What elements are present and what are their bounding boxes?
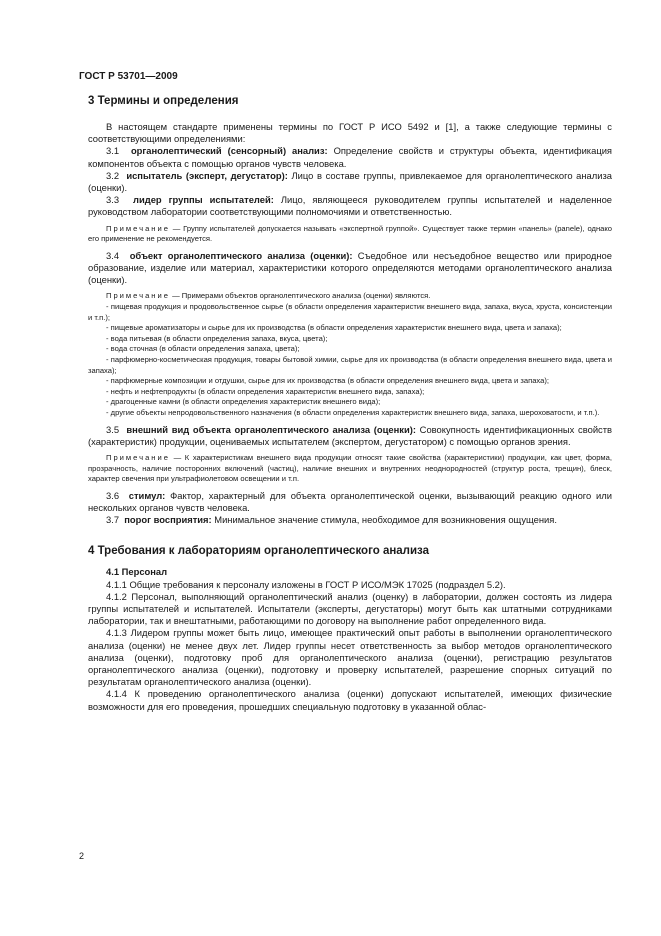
term-3-2-term: испытатель (эксперт, дегустатор): (126, 169, 288, 181)
term-3-3-text: Лицо, являющееся руководителем группы испытателей и наделенное руководством лаборатории соответствующими полномочиями и ответственностью. (88, 194, 613, 218)
note-list-item: - другие объекты непродовольственного назначения (в области определения характеристик внешнего вида, запаха, шероховатости, и т.п.). (106, 407, 600, 417)
term-3-3-term: лидер группы испытателей: (133, 194, 274, 206)
section-3-title: 3 Термины и определения (88, 95, 239, 107)
clause-4-1-3: 4.1.3 Лидером группы может быть лицо, имеющее практический опыт работы в выполнении органолептического анализа (оценки) не менее двух лет. Лидер группы несет ответственность за выбор методов органолептического анализа (оценки), подготовку проб для органолептического анализа (оценки), регистрацию результатов органолептического анализа (оценки), подготовку и проверку испытателей, разрешение спорных ситуаций по результатам органолептического анализа (оценки). (88, 627, 612, 688)
clause-4-1-2: 4.1.2 Персонал, выполняющий органолептический анализ (оценку) в лаборатории, должен состоять из лидера группы испытателей и испытателей. Испытатели (эксперты, дегустаторы) могут быть как штатными сотрудниками лаборатории, так и внештатными, работающими по договору на выполнение работ определенного вида. (88, 590, 612, 627)
note-list-item: - нефть и нефтепродукты (в области определения характеристик внешнего вида, запаха); (106, 386, 425, 396)
note-list-item: - вода питьевая (в области определения запаха, вкуса, цвета); (106, 333, 328, 343)
term-3-3 (88, 194, 612, 218)
term-3-2-text: Лицо в составе группы, привлекаемое для органолептического анализа (оценки). (88, 169, 612, 194)
note-list-item: - вода сточная (в области определения запаха, цвета); (106, 344, 300, 354)
term-3-1-term: органолептический (сенсорный) анализ: (130, 145, 328, 157)
note-3-5 (88, 453, 612, 485)
section-3-intro: В настоящем стандарте применены термины по ГОСТ Р ИСО 5492 и [1], а также следующие термины с соответствующими определениями: (88, 121, 612, 145)
note-list-item: - драгоценные камни (в области определения характеристик внешнего вида); (106, 397, 381, 407)
term-3-5-text: Совокупность идентификационных свойств (характеристик) продукции, оцениваемых испытателем (экспертом, дегустатором) с помощью органов зрения. (88, 423, 613, 447)
note-3-3 (88, 224, 612, 245)
note-3-4-label: Примечание (106, 291, 170, 301)
page-number: 2 (79, 851, 85, 861)
term-3-4-num: 3.4 (106, 249, 120, 261)
term-3-2 (88, 170, 612, 194)
term-3-6 (88, 490, 612, 514)
term-3-6-text: Фактор, характерный для объекта органолептической оценки, вызывающий реакцию одного или нескольких органов чувств человека. (88, 489, 613, 513)
note-3-4 (88, 291, 612, 302)
note-3-5-text: — К характеристикам внешнего вида продукции относят такие свойства (характеристики) продукции, как цвет, форма, прозрачность, наличие посторонних включений (частиц), наличие внешних и внутренних неоднородностей (структур роста, трещин), блеск, характер свечения при ультрафиолетовом освещении и т.п. (88, 452, 612, 484)
term-3-3-num: 3.3 (106, 194, 120, 206)
term-3-6-num: 3.6 (106, 489, 120, 501)
note-3-3-label: Примечание (106, 223, 170, 233)
subsection-4-1-title: 4.1 Персонал (106, 566, 168, 578)
term-3-1-num: 3.1 (106, 145, 120, 157)
clause-4-1-4: 4.1.4 К проведению органолептического анализа (оценки) допускают испытателей, имеющих физические возможности для его проведения, прошедших специальную подготовку в указанной облас- (88, 688, 612, 712)
note-3-3-text: — Группу испытателей допускается называть «экспертной группой». Существует также термин «панель» (panele), однако его применение не рекомендуется. (88, 223, 612, 244)
term-3-4 (88, 250, 612, 287)
term-3-7 (88, 514, 612, 526)
term-3-1 (88, 145, 612, 169)
term-3-4-text: Съедобное или несъедобное вещество или природное образование, изделие или материал, характеристики которого определяются методами органолептического анализа (оценки). (88, 249, 612, 286)
term-3-6-term: стимул: (128, 489, 166, 501)
term-3-7-num: 3.7 (106, 514, 120, 526)
term-3-5 (88, 424, 612, 448)
note-list-item: - пищевые ароматизаторы и сырье для их производства (в области определения характеристик внешнего вида, цвета и запаха); (106, 323, 562, 333)
document-code: ГОСТ Р 53701—2009 (79, 71, 178, 82)
term-3-5-num: 3.5 (106, 423, 120, 435)
note-list-item: - пищевая продукция и продовольственное сырье (в области определения характеристик внешнего вида, запаха, вкуса, хруста, консистенции и т.п.); (88, 302, 612, 322)
term-3-7-text: Минимальное значение стимула, необходимое для возникновения ощущения. (214, 514, 557, 526)
page-content (88, 94, 612, 713)
term-3-1-text: Определение свойств и структуры объекта, идентификация компонентов объекта с помощью органов чувств человека. (88, 145, 613, 169)
term-3-2-num: 3.2 (106, 169, 120, 181)
term-3-7-term: порог восприятия: (124, 514, 212, 526)
term-3-4-term: объект органолептического анализа (оценки): (129, 249, 353, 261)
note-3-4-text: — Примерами объектов органолептического анализа (оценки) являются. (172, 291, 431, 301)
term-3-5-term: внешний вид объекта органолептического анализа (оценки): (126, 423, 416, 435)
note-3-5-label: Примечание (106, 452, 170, 462)
note-list-item: - парфюмерные композиции и отдушки, сырье для их производства (в области определения внешнего вида, цвета и запаха); (106, 376, 550, 386)
clause-4-1-1: 4.1.1 Общие требования к персоналу изложены в ГОСТ Р ИСО/МЭК 17025 (подраздел 5.2). (106, 578, 506, 590)
section-4-title: 4 Требования к лабораториям органолептического анализа (88, 545, 430, 558)
note-list-item: - парфюмерно-косметическая продукция, товары бытовой химии, сырье для их производства (в области определения внешнего вида, цвета и запаха); (88, 354, 612, 375)
